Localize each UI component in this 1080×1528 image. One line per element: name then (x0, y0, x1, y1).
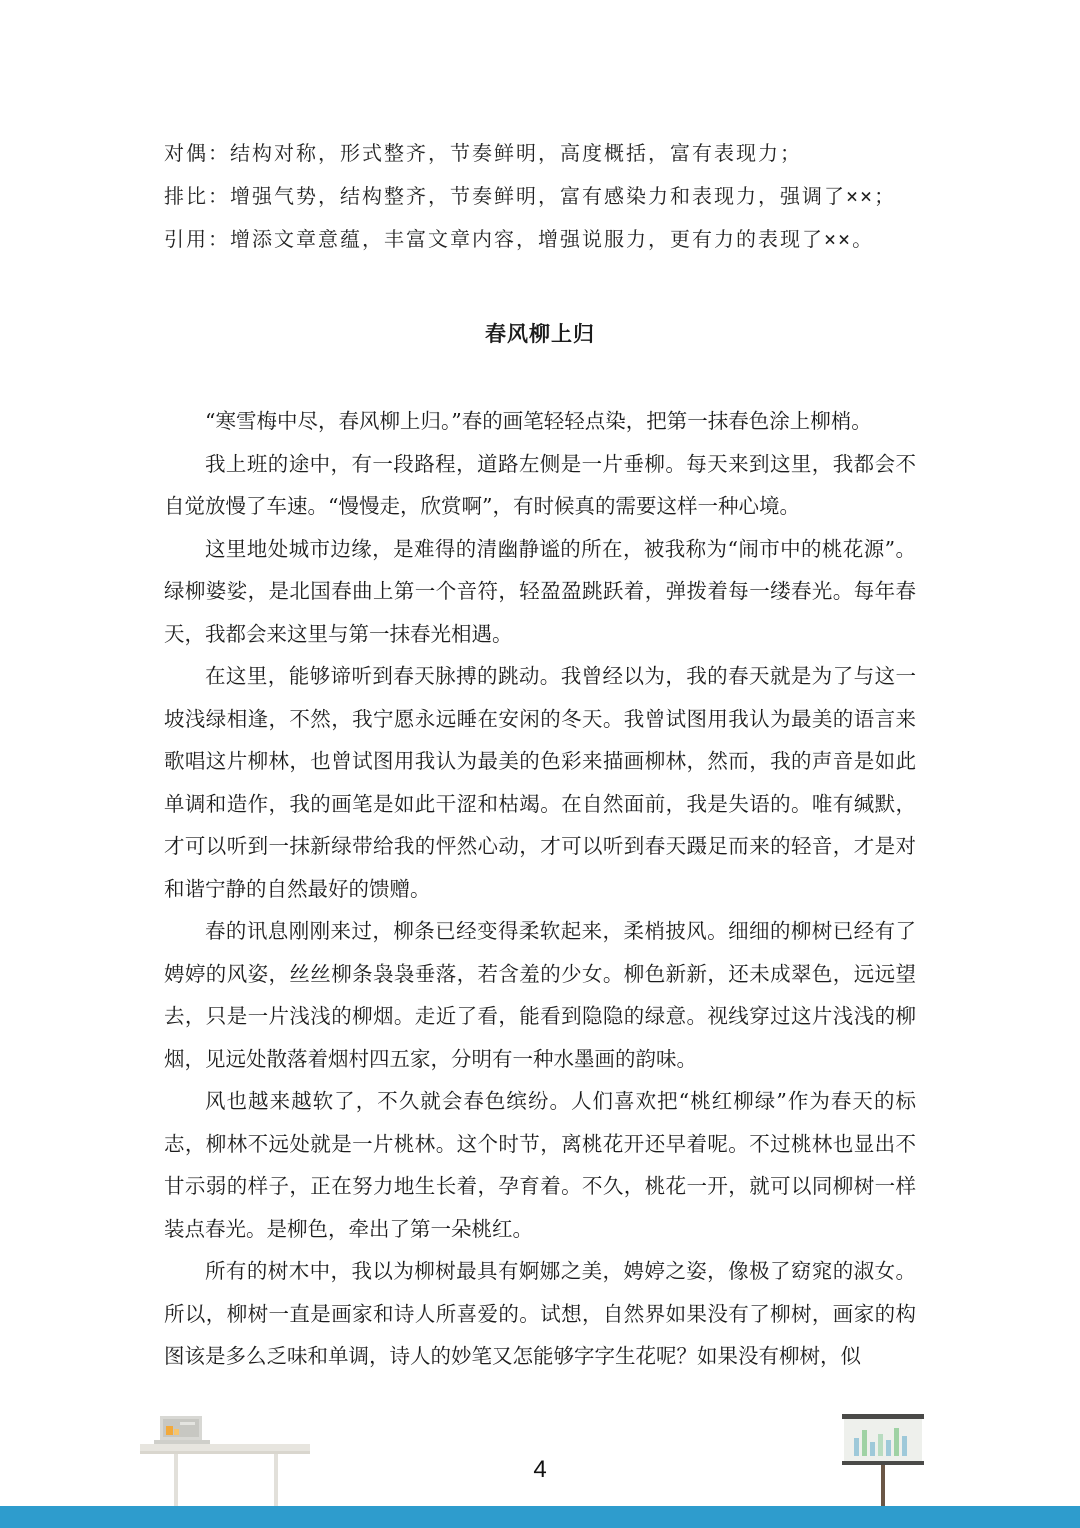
note-duiou: 对偶：结构对称，形式整齐，节奏鲜明，高度概括，富有表现力； (164, 141, 802, 165)
article-paragraph: 这里地处城市边缘，是难得的清幽静谧的所在，被我称为“闹市中的桃花源”。绿柳婆娑，是北国春曲上第一个音符，轻盈盈跳跃着，弹拨着每一缕春光。每年春天，我都会来这里与第一抹春光相遇。 (164, 536, 916, 646)
article-paragraph: 在这里，能够谛听到春天脉搏的跳动。我曾经以为，我的春天就是为了与这一坡浅绿相逢，不然，我宁愿永远睡在安闲的冬天。我曾试图用我认为最美的语言来歌唱这片柳林，也曾试图用我认为最美的色彩来描画柳林，然而，我的声音是如此单调和造作，我的画笔是如此干涩和枯竭。在自然面前，我是失语的。唯有缄默，才可以听到一抹新绿带给我的怦然心动，才可以听到春天蹑足而来的轻音，才是对和谐宁静的自然最好的馈赠。 (164, 664, 916, 901)
article-body (164, 400, 916, 1378)
note-yinyong: 引用：增添文章意蕴，丰富文章内容，增强说服力，更有力的表现了××。 (164, 227, 875, 251)
article-paragraph: 风也越来越软了，不久就会春色缤纷。人们喜欢把“桃红柳绿”作为春天的标志，柳林不远处就是一片桃林。这个时节，离桃花开还早着呢。不过桃林也显出不甘示弱的样子，正在努力地生长着，孕育着。不久，桃花一开，就可以同柳树一样装点春光。是柳色，牵出了第一朵桃红。 (164, 1089, 916, 1241)
note-paibi: 排比：增强气势，结构整齐，节奏鲜明，富有感染力和表现力，强调了××； (164, 184, 897, 208)
desk-top (140, 1444, 310, 1451)
footer-stripe (0, 1506, 1080, 1528)
rhetoric-notes (164, 132, 924, 261)
page-number: 4 (533, 1456, 547, 1483)
article-title: 春风柳上归 (485, 321, 595, 346)
article-paragraph: “寒雪梅中尽，春风柳上归。”春的画笔轻轻点染，把第一抹春色涂上柳梢。 (205, 409, 872, 433)
article-paragraph: 春的讯息刚刚来过，柳条已经变得柔软起来，柔梢披风。细细的柳树已经有了娉婷的风姿，丝丝柳条袅袅垂落，若含羞的少女。柳色新新，还未成翠色，远远望去，只是一片浅浅的柳烟。走近了看，能看到隐隐的绿意。视线穿过这片浅浅的柳烟，见远处散落着烟村四五家，分明有一种水墨画的韵味。 (164, 919, 916, 1071)
article-paragraph: 所有的树木中，我以为柳树最具有婀娜之美，娉婷之姿，像极了窈窕的淑女。所以，柳树一直是画家和诗人所喜爱的。试想，自然界如果没有了柳树，画家的构图该是多么乏味和单调，诗人的妙笔又怎能够字字生花呢？如果没有柳树，似 (164, 1259, 916, 1368)
article-paragraph: 我上班的途中，有一段路程，道路左侧是一片垂柳。每天来到这里，我都会不自觉放慢了车速。“慢慢走，欣赏啊”，有时候真的需要这样一种心境。 (164, 451, 916, 518)
